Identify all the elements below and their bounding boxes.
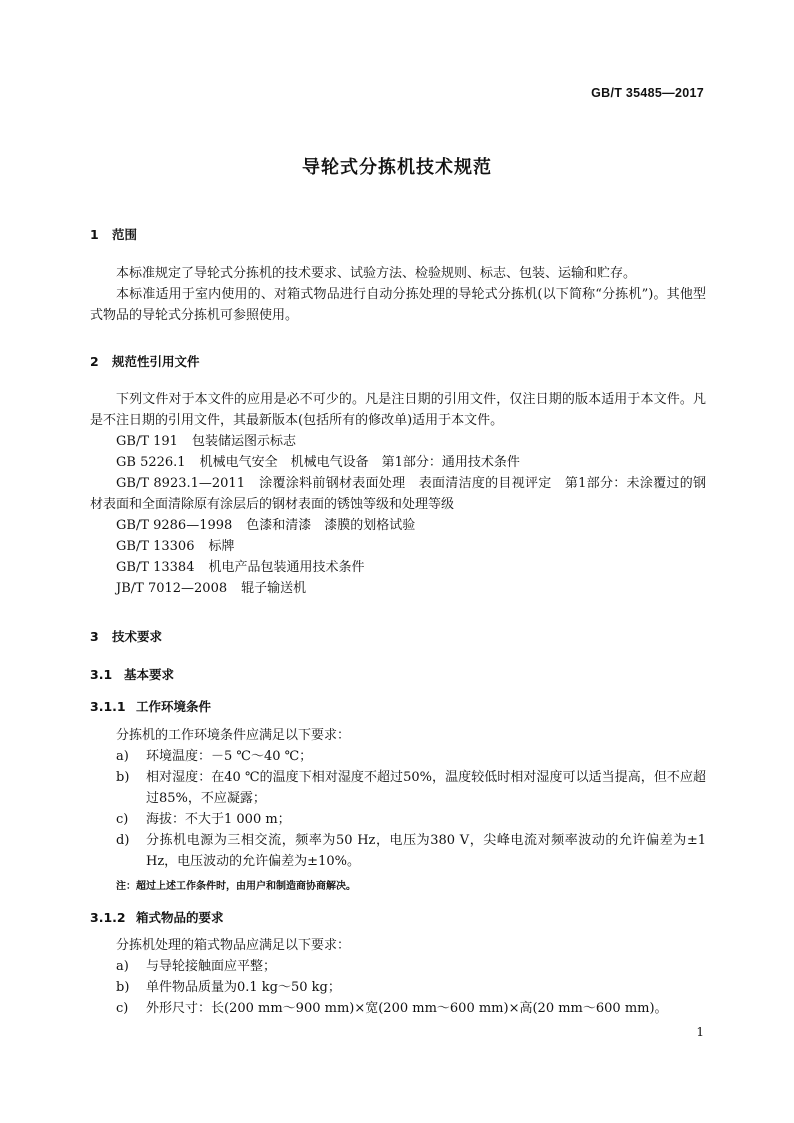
section-3-1-1-heading: [90, 697, 211, 715]
section-title: 箱式物品的要求: [136, 910, 224, 925]
section-number: 3.1: [90, 667, 113, 682]
section-3-1-2-body: [90, 935, 706, 1019]
reference-title: 机电产品包装通用技术条件: [208, 560, 365, 575]
list-text: 外形尺寸：长(200 mm～900 mm)×宽(200 mm～600 mm)×高(20 mm～600 mm)。: [146, 1001, 668, 1016]
reference-item: [90, 515, 706, 536]
note: 注：超过上述工作条件时，由用户和制造商协商解决。: [116, 881, 356, 892]
paragraph: 分拣机处理的箱式物品应满足以下要求：: [116, 938, 351, 953]
section-1-heading: [90, 225, 137, 243]
reference-code: GB/T 13306: [116, 539, 195, 554]
section-title: 工作环境条件: [136, 699, 212, 714]
reference-code: GB/T 9286—1998: [116, 518, 233, 533]
paragraph: 本标准适用于室内使用的、对箱式物品进行自动分拣处理的导轮式分拣机(以下简称“分拣机”)。其他型式物品的导轮式分拣机可参照使用。: [90, 287, 706, 323]
page-number: 1: [696, 1025, 704, 1039]
section-number: 3.1.2: [90, 910, 126, 925]
reference-item: [90, 473, 706, 515]
reference-code: GB/T 191: [116, 434, 178, 449]
section-3-1-1-body: [90, 725, 706, 872]
reference-code: GB/T 13384: [116, 560, 195, 575]
reference-item: [90, 557, 706, 578]
section-2-heading: [90, 352, 200, 370]
reference-title: 涂覆涂料前钢材表面处理 表面清洁度的目视评定 第1部分：未涂覆过的钢材表面和全面清除原有涂层后的钢材表面的锈蚀等级和处理等级: [90, 476, 706, 512]
list-text: 相对湿度：在40 ℃的温度下相对湿度不超过50%，温度较低时相对湿度可以适当提高，但不应超过85%，不应凝露；: [146, 770, 706, 806]
list-text: 环境温度：－5 ℃～40 ℃；: [146, 749, 313, 764]
reference-item: [90, 431, 706, 452]
reference-title: 色漆和清漆 漆膜的划格试验: [246, 518, 416, 533]
standard-number: GB/T 35485—2017: [591, 86, 704, 100]
reference-item: [90, 578, 706, 599]
section-title: 基本要求: [124, 667, 175, 682]
list-text: 与导轮接触面应平整；: [146, 959, 277, 974]
section-3-1-heading: [90, 665, 174, 683]
section-title: 范围: [112, 227, 138, 242]
reference-code: GB 5226.1: [116, 455, 186, 470]
list-item: [90, 746, 706, 767]
section-1-body: [90, 263, 706, 326]
paragraph: 下列文件对于本文件的应用是必不可少的。凡是注日期的引用文件，仅注日期的版本适用于本文件。凡是不注日期的引用文件，其最新版本(包括所有的修改单)适用于本文件。: [90, 392, 706, 428]
section-number: 2: [90, 354, 99, 369]
list-text: 海拔：不大于1 000 m；: [146, 812, 291, 827]
document-title: 导轮式分拣机技术规范: [302, 157, 492, 178]
section-number: 1: [90, 227, 99, 242]
list-item: [90, 998, 706, 1019]
paragraph: 本标准规定了导轮式分拣机的技术要求、试验方法、检验规则、标志、包装、运输和贮存。: [116, 266, 637, 281]
list-item: [90, 956, 706, 977]
list-item: [90, 767, 706, 809]
list-marker: d): [116, 833, 130, 848]
list-text: 分拣机电源为三相交流，频率为50 Hz，电压为380 V，尖峰电流对频率波动的允许偏差为±1 Hz，电压波动的允许偏差为±10%。: [146, 833, 706, 869]
reference-code: GB/T 8923.1—2011: [116, 476, 245, 491]
reference-title: 辊子输送机: [241, 581, 307, 596]
list-marker: b): [116, 770, 130, 785]
reference-item: [90, 536, 706, 557]
list-marker: c): [116, 812, 129, 827]
section-2-body: [90, 389, 706, 599]
list-item: [90, 830, 706, 872]
reference-code: JB/T 7012—2008: [116, 581, 228, 596]
reference-title: 包装储运图示标志: [191, 434, 296, 449]
list-item: [90, 809, 706, 830]
reference-item: [90, 452, 706, 473]
section-3-heading: [90, 627, 162, 645]
section-title: 技术要求: [112, 629, 163, 644]
reference-title: 机械电气安全 机械电气设备 第1部分：通用技术条件: [199, 455, 520, 470]
list-marker: b): [116, 980, 130, 995]
section-3-1-2-heading: [90, 908, 224, 926]
section-number: 3: [90, 629, 99, 644]
section-title: 规范性引用文件: [112, 354, 200, 369]
list-text: 单件物品质量为0.1 kg～50 kg；: [146, 980, 341, 995]
paragraph: 分拣机的工作环境条件应满足以下要求：: [116, 728, 351, 743]
list-marker: c): [116, 1001, 129, 1016]
list-marker: a): [116, 959, 129, 974]
reference-title: 标牌: [208, 539, 235, 554]
list-marker: a): [116, 749, 129, 764]
list-item: [90, 977, 706, 998]
section-number: 3.1.1: [90, 699, 126, 714]
